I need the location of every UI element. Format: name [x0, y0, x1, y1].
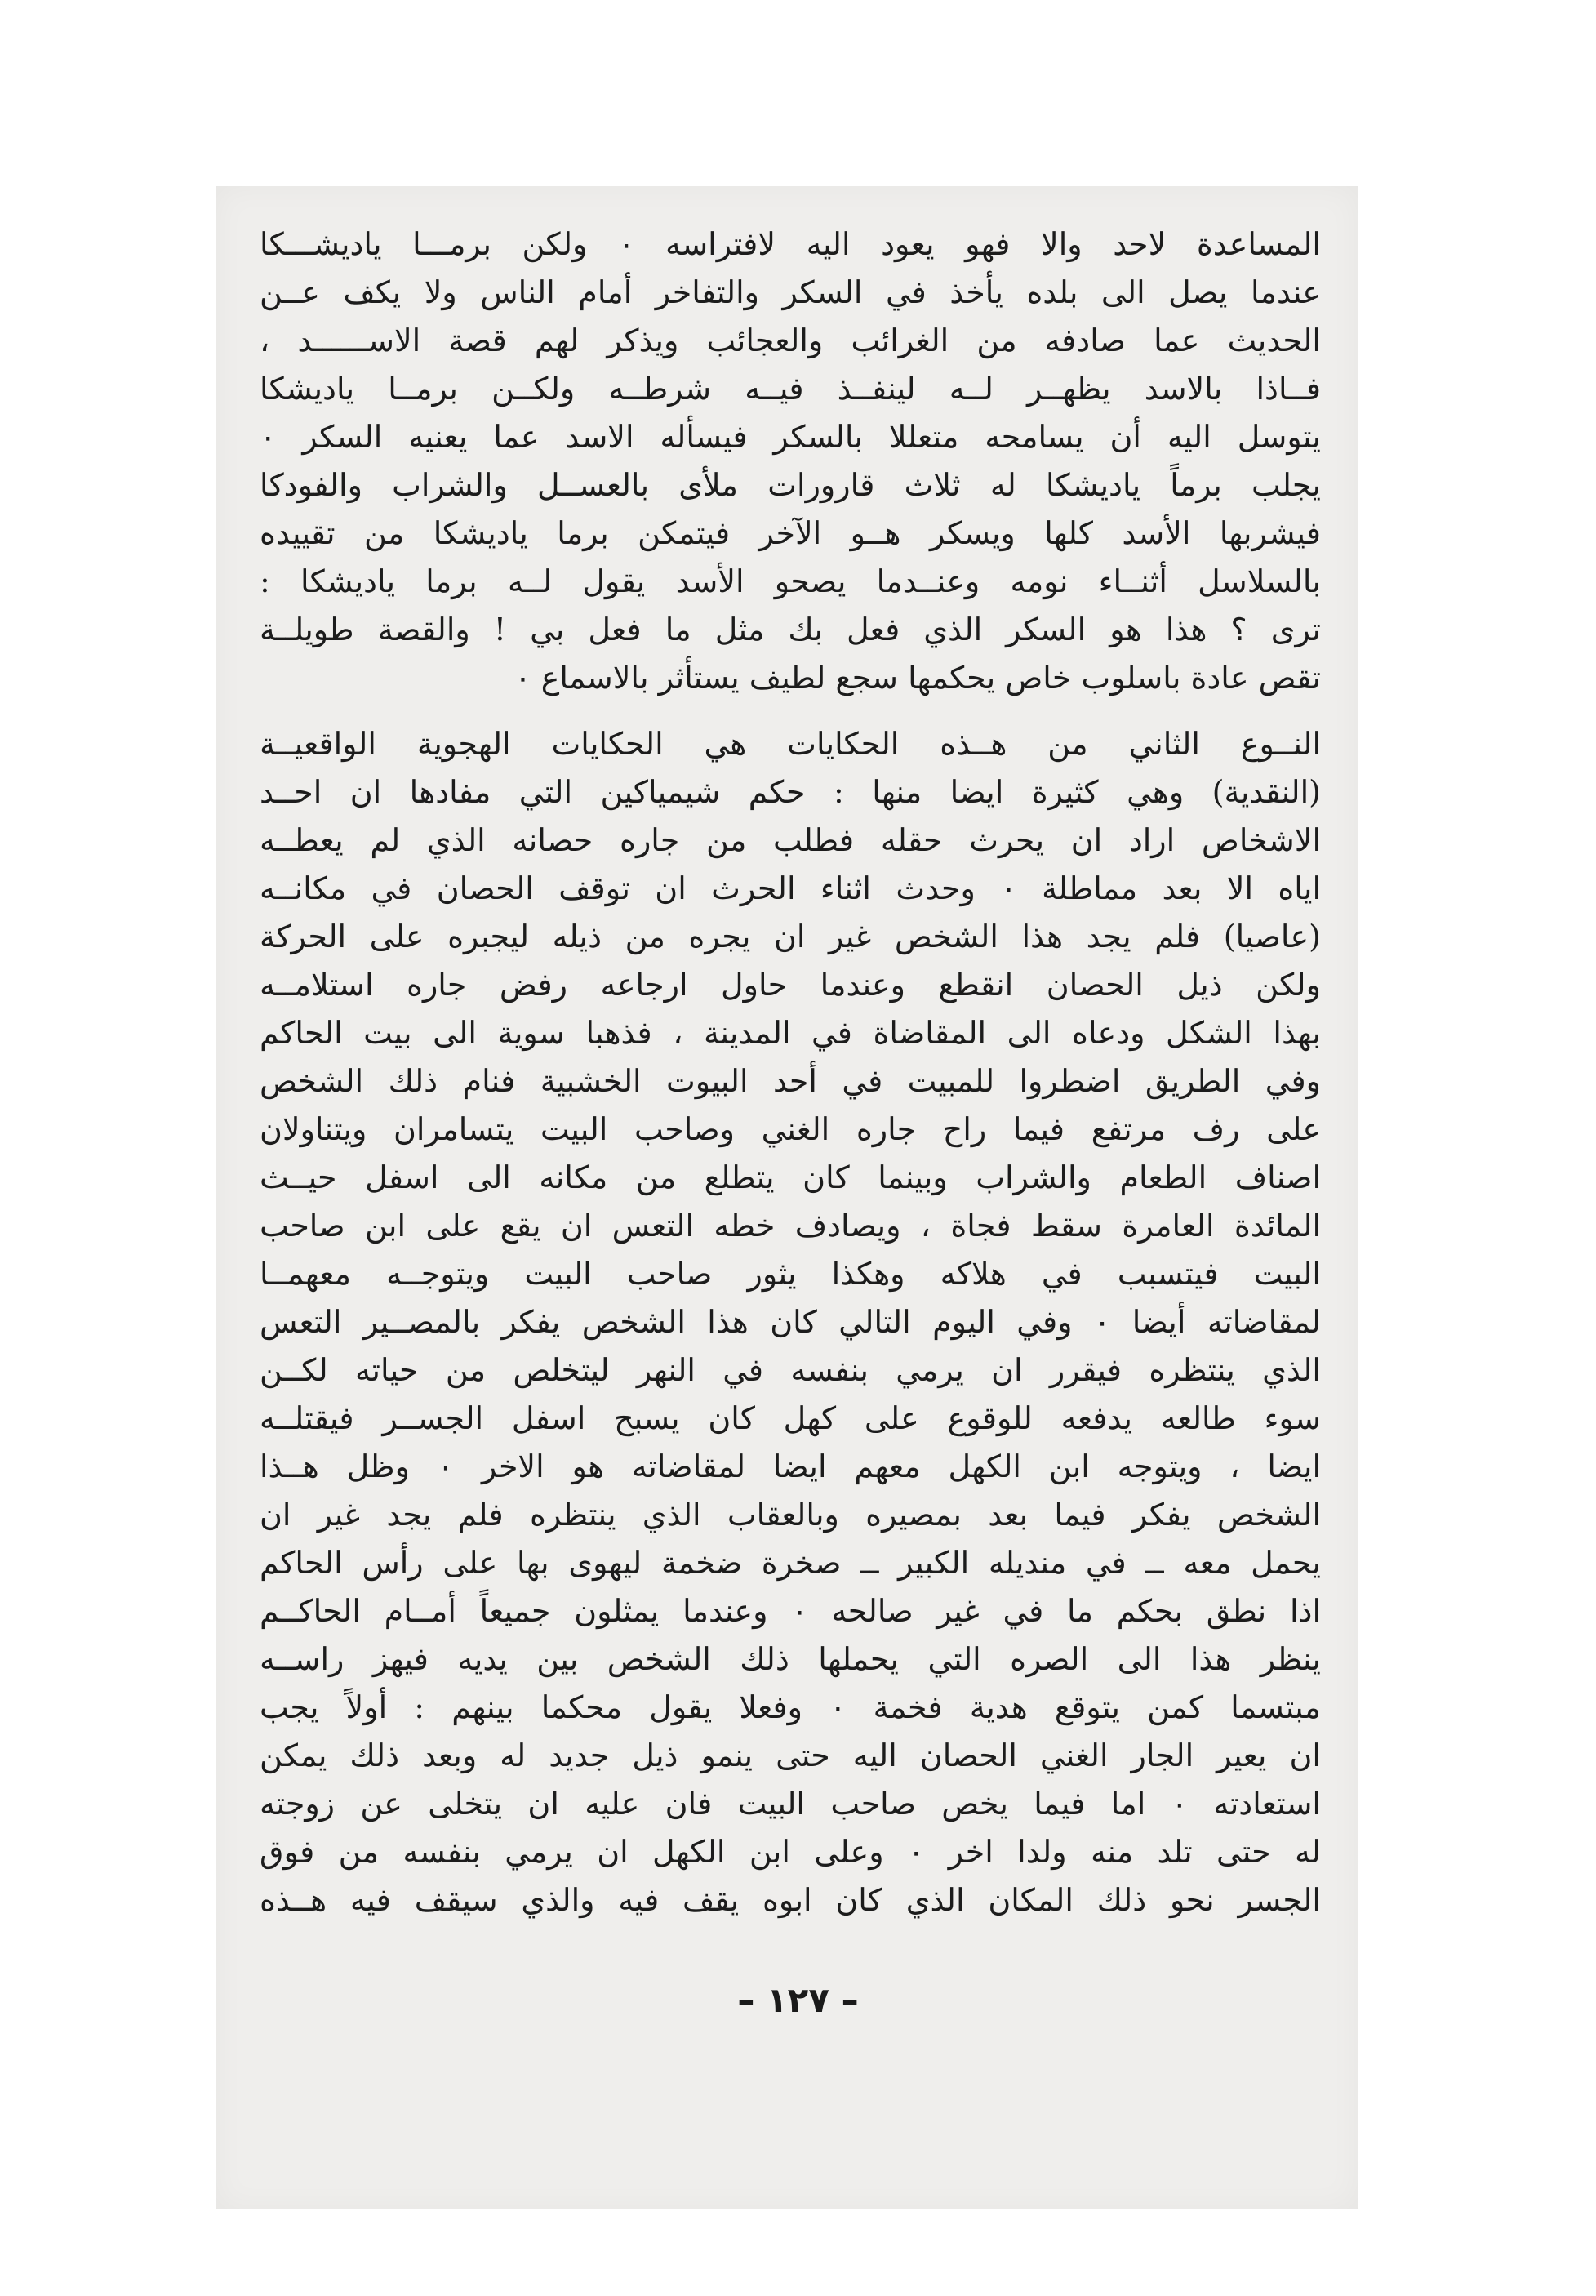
text-line: الاشخاص اراد ان يحرث حقله فطلب من جاره حصانه الذي لم يعطــه [260, 822, 1321, 858]
text-line: تقص عادة باسلوب خاص يحكمها سجع لطيف يستأثر بالاسماع ٠ [514, 660, 1321, 696]
text-line: اياه الا بعد مماطلة ٠ وحدث اثناء الحرث ان توقف الحصان في مكانــه [260, 870, 1321, 906]
body-text [260, 220, 1321, 1924]
text-line: سوء طالعه يدفعه للوقوع على كهل كان يسبح اسفل الجســر فيقتلــه [260, 1400, 1321, 1436]
text-line: يتوسل اليه أن يسامحه متعللا بالسكر فيسأله الاسد عما يعنيه السكر ٠ [260, 419, 1321, 455]
text-line: له حتى تلد منه ولدا اخر ٠ وعلى ابن الكهل ان يرمي بنفسه من فوق [260, 1834, 1321, 1870]
text-line: بهذا الشكل ودعاه الى المقاضاة في المدينة ، فذهبا سوية الى بيت الحاكم [260, 1015, 1321, 1051]
text-line: المائدة العامرة سقط فجاة ، ويصادف خطه التعس ان يقع على ابن صاحب [260, 1208, 1321, 1244]
text-line: اذا نطق بحكم ما في غير صالحه ٠ وعندما يمثلون جميعاً أمــام الحاكــم [260, 1593, 1321, 1629]
text-line: ان يعير الجار الغني الحصان اليه حتى ينمو ذيل جديد له وبعد ذلك يمكن [260, 1738, 1321, 1773]
text-line: الذي ينتظره فيقرر ان يرمي بنفسه في النهر ليتخلص من حياته لكــن [260, 1352, 1321, 1388]
paragraph-2 [260, 720, 1321, 1924]
text-line: على رف مرتفع فيما راح جاره الغني وصاحب البيت يتسامران ويتناولان [260, 1111, 1321, 1147]
text-line: البيت فيتسبب في هلاكه وهكذا يثور صاحب البيت ويتوجــه معهمــا [260, 1256, 1321, 1292]
text-line: وفي الطريق اضطروا للمبيت في أحد البيوت الخشبية فنام ذلك الشخص [260, 1063, 1321, 1099]
text-line: ترى ؟ هذا هو السكر الذي فعل بك مثل ما فعل بي ! والقصة طويلــة [260, 612, 1321, 647]
text-line: يجلب برماً ياديشكا له ثلاث قارورات ملأى بالعســل والشراب والفودكا [260, 467, 1321, 503]
text-line: اصناف الطعام والشراب وبينما كان يتطلع من مكانه الى اسفل حيــث [260, 1159, 1321, 1195]
page-number: – ١٢٧ – [737, 1980, 859, 2020]
text-line: المساعدة لاحد والا فهو يعود اليه لافتراسه ٠ ولكن برمـــا ياديشـــكا [260, 226, 1321, 262]
text-line: فيشربها الأسد كلها ويسكر هــو الآخر فيتمكن برما ياديشكا من تقييده [260, 515, 1321, 551]
text-line: عندما يصل الى بلده يأخذ في السكر والتفاخر أمام الناس ولا يكف عــن [260, 274, 1321, 310]
text-line: الجسر نحو ذلك المكان الذي كان ابوه يقف فيه والذي سيقف فيه هــذه [260, 1882, 1321, 1918]
text-line: استعادته ٠ اما فيما يخص صاحب البيت فان عليه ان يتخلى عن زوجته [260, 1786, 1321, 1822]
text-line: (النقدية) وهي كثيرة ايضا منها : حكم شيمياكين التي مفادها ان احــد [260, 774, 1321, 810]
text-line: لمقاضاته أيضا ٠ وفي اليوم التالي كان هذا الشخص يفكر بالمصــير التعس [260, 1304, 1321, 1340]
text-line: ولكن ذيل الحصان انقطع وعندما حاول ارجاعه رفض جاره استلامــه [260, 967, 1321, 1003]
text-line: الحديث عما صادفه من الغرائب والعجائب ويذكر لهم قصة الاســــــد ، [260, 323, 1321, 358]
paragraph-1 [260, 220, 1321, 702]
text-line: ينظر هذا الى الصره التي يحملها ذلك الشخص بين يديه فيهز راســه [260, 1641, 1321, 1677]
text-line: بالسلاسل أثنــاء نومه وعنــدما يصحو الأسد يقول لــه برما ياديشكا : [260, 563, 1321, 599]
text-line: ايضا ، ويتوجه ابن الكهل معهم ايضا لمقاضاته هو الاخر ٠ وظل هــذا [260, 1448, 1321, 1484]
text-line: مبتسما كمن يتوقع هدية فخمة ٠ وفعلا يقول محكما بينهم : أولاً يجب [260, 1689, 1321, 1725]
text-line: الشخص يفكر فيما بعد بمصيره وبالعقاب الذي ينتظره فلم يجد غير ان [260, 1497, 1321, 1533]
text-line: يحمل معه ــ في منديله الكبير ــ صخرة ضخمة ليهوى بها على رأس الحاكم [260, 1545, 1321, 1581]
text-line: النــوع الثاني من هــذه الحكايات هي الحكايات الهجوية الواقعيــة [260, 726, 1321, 762]
text-line: فــاذا بالاسد يظهــر لــه لينفــذ فيــه شرطــه ولكــن برمــا ياديشكا [260, 371, 1321, 407]
text-line: (عاصيا) فلم يجد هذا الشخص غير ان يجره من ذيله ليجبره على الحركة [260, 919, 1321, 954]
